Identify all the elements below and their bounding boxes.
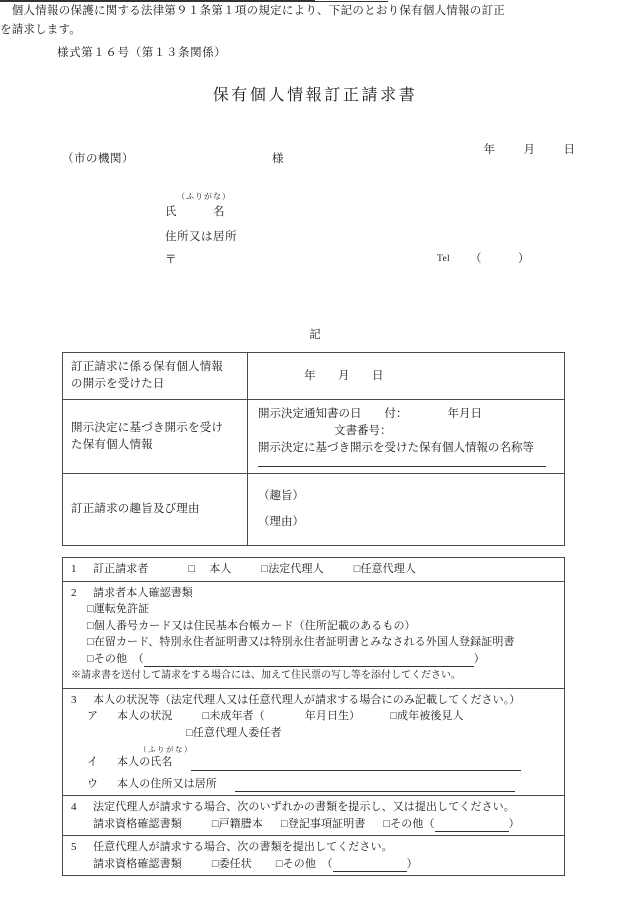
section-4-other-rule[interactable] — [435, 831, 509, 832]
checkbox-icon[interactable]: □ — [188, 563, 196, 575]
section-5-header — [71, 839, 564, 856]
row-label-purpose-reason: 訂正請求の趣旨及び理由 — [63, 474, 248, 546]
checkbox-icon[interactable]: □ — [87, 636, 94, 648]
section-5-title: 任意代理人が請求する場合、次の書類を提出してください。 — [93, 841, 393, 853]
table-row — [63, 796, 565, 836]
tel-input-parens[interactable]: （ ） — [470, 253, 530, 265]
day-label: 日 — [470, 408, 482, 420]
checkbox-icon[interactable]: □ — [202, 710, 210, 722]
section-1-title: 訂正請求者 — [93, 563, 149, 575]
item-b-input-rule[interactable] — [191, 770, 521, 771]
checkbox-icon[interactable]: □ — [211, 817, 219, 830]
main-info-table — [62, 352, 565, 546]
item-a-opt2: 成年被後見人 — [397, 710, 464, 722]
section-2-option-2-text: 在留カード、特別永住者証明書又は特別永住者証明書とみなされる外国人登録証明書 — [93, 636, 515, 648]
checkbox-icon[interactable]: □ — [275, 857, 283, 870]
notice-date-line — [258, 406, 564, 423]
item-a-label: 本人の状況 — [117, 710, 173, 722]
section-4-option-1: 登記事項証明書 — [287, 817, 366, 830]
item-c-marker: ウ — [87, 777, 99, 790]
section-3-item-b[interactable] — [71, 745, 564, 771]
section-5-docs-row[interactable] — [71, 856, 564, 873]
section-4-header — [71, 799, 564, 816]
document-number-line: 文書番号： — [334, 425, 392, 437]
section-1-number: 1 — [71, 563, 77, 575]
item-c-input-rule[interactable] — [235, 791, 515, 792]
day-born-label: 日生） — [326, 710, 361, 722]
row-value-disclosed-info[interactable] — [248, 400, 565, 474]
section-1-cell[interactable] — [63, 558, 565, 582]
date-line — [470, 133, 576, 168]
section-5-docs-label: 請求資格確認書類 — [93, 857, 182, 870]
notice-date-label: 開示決定通知書の日 付： — [258, 408, 408, 420]
table-row — [63, 400, 565, 474]
item-a-opt3: 任意代理人委任者 — [192, 726, 282, 739]
section-4-option-0: 戸籍謄本 — [218, 817, 263, 830]
checkbox-icon[interactable]: □ — [211, 857, 219, 870]
furigana-label-name: （ふりがな） — [177, 192, 231, 201]
form-number: 様式第１６号（第１３条関係） — [57, 47, 227, 59]
checkbox-icon[interactable]: □ — [390, 710, 398, 722]
section-3-item-a[interactable] — [71, 708, 564, 725]
section-4-other-close: ） — [508, 817, 520, 830]
section-1-option-0: 本人 — [209, 563, 232, 575]
section-2-number: 2 — [71, 586, 77, 599]
furigana-label-person-name: （ふりがな） — [139, 745, 193, 754]
section-5-number: 5 — [71, 841, 77, 853]
table-row — [63, 836, 565, 876]
section-3-item-a-opt3-row[interactable] — [71, 725, 564, 742]
tel-label: Tel — [437, 254, 450, 264]
row-value-disclosure-date[interactable] — [248, 353, 565, 400]
section-4-cell[interactable] — [63, 796, 565, 836]
table-row — [63, 558, 565, 582]
section-5-other-label: その他 （ — [282, 857, 333, 870]
day-label: 日 — [372, 369, 384, 382]
year-label: 年 — [447, 408, 459, 420]
section-2-other-label: その他 （ — [93, 652, 144, 665]
checkbox-icon[interactable]: □ — [280, 817, 288, 830]
month-label: 月 — [459, 408, 471, 420]
section-5-cell[interactable] — [63, 836, 565, 876]
section-2-option-2-row[interactable] — [71, 634, 564, 651]
checkbox-icon[interactable]: □ — [261, 563, 269, 575]
section-3-cell[interactable] — [63, 688, 565, 796]
section-2-title: 請求者本人確認書類 — [93, 586, 193, 599]
section-4-number: 4 — [71, 801, 77, 813]
section-2-option-0: 運転免許証 — [93, 603, 150, 615]
section-5-other-close: ） — [406, 857, 418, 870]
row-label-disclosed-info: 開示決定に基づき開示を受け た保有個人情報 — [63, 400, 248, 474]
checklist-table — [62, 557, 565, 876]
checkbox-icon[interactable]: □ — [87, 603, 94, 615]
reason-label: （理由） — [258, 516, 304, 528]
section-4-docs-label: 請求資格確認書類 — [93, 817, 182, 830]
table-row — [63, 474, 565, 546]
section-4-title: 法定代理人が請求する場合、次のいずれかの書類を提示し、又は提出してください。 — [93, 801, 515, 813]
purpose-label: （趣旨） — [258, 490, 304, 502]
row-value-purpose-reason[interactable] — [248, 474, 565, 546]
checkbox-icon[interactable]: □ — [186, 726, 193, 739]
section-4-docs-row[interactable] — [71, 816, 564, 833]
section-2-option-1-row[interactable] — [71, 618, 564, 635]
table-row — [63, 581, 565, 688]
section-2-header — [71, 585, 564, 602]
info-name-line: 開示決定に基づき開示を受けた保有個人情報の名称等 — [258, 442, 534, 454]
section-5-option-0: 委任状 — [218, 857, 252, 870]
section-3-header — [71, 692, 564, 709]
month-label: 月 — [315, 710, 327, 722]
section-2-option-1: 個人番号カード又は住民基本台帳カード（住所記載のあるもの） — [93, 619, 416, 632]
date-day-label: 日 — [563, 143, 576, 156]
year-label: 年 — [304, 369, 316, 382]
section-2-other-row[interactable] — [71, 651, 564, 668]
item-c-label: 本人の住所又は居所 — [117, 777, 217, 790]
month-label: 月 — [338, 369, 350, 382]
table-row — [63, 353, 565, 400]
section-3-item-c[interactable] — [71, 776, 564, 793]
section-2-other-close: ） — [473, 652, 485, 665]
section-2-other-rule[interactable] — [144, 666, 474, 667]
section-2-cell[interactable] — [63, 581, 565, 688]
page-title: 保有個人情報訂正請求書 — [212, 87, 418, 104]
checkbox-icon[interactable]: □ — [353, 563, 361, 575]
postal-code-mark: 〒 — [165, 254, 177, 266]
agency-label: （市の機関） — [62, 153, 134, 165]
checkbox-icon[interactable]: □ — [383, 817, 391, 830]
item-b-label: 本人の氏名 — [117, 756, 173, 768]
address-label: 住所又は居所 — [165, 231, 237, 243]
item-b-marker: イ — [87, 756, 99, 768]
ki-mark: 記 — [309, 329, 321, 341]
section-3-title: 本人の状況等（法定代理人又は任意代理人が請求する場合にのみ記載してください。） — [93, 693, 521, 706]
section-1-option-1: 法定代理人 — [268, 563, 324, 575]
section-2-note: ※請求書を送付して請求をする場合には、加えて住民票の写し等を添付してください。 — [71, 670, 461, 681]
table-row — [63, 688, 565, 796]
checkbox-icon[interactable]: □ — [87, 619, 94, 632]
item-a-opt1: 未成年者（ — [209, 710, 265, 722]
year-label: 年 — [304, 710, 316, 722]
row-label-disclosure-date: 訂正請求に係る保有個人情報 の開示を受けた日 — [63, 353, 248, 400]
section-4-other-label: その他（ — [390, 817, 435, 830]
date-year-label: 年 — [483, 143, 496, 156]
body-paragraph: 個人情報の保護に関する法律第９１条第１項の規定により、下記のとおり保有個人情報の訂正を請求します。 — [0, 5, 505, 36]
section-1-option-2: 任意代理人 — [360, 563, 416, 575]
agency-honorific: 様 — [272, 153, 284, 165]
checkbox-icon[interactable]: □ — [87, 652, 94, 665]
info-name-rule[interactable] — [258, 466, 546, 467]
name-label: 氏 名 — [165, 206, 225, 218]
section-3-number: 3 — [71, 693, 77, 706]
section-2-option-0-row[interactable] — [71, 601, 564, 618]
item-a-marker: ア — [87, 710, 99, 722]
section-5-other-rule[interactable] — [333, 871, 407, 872]
date-month-label: 月 — [523, 143, 536, 156]
